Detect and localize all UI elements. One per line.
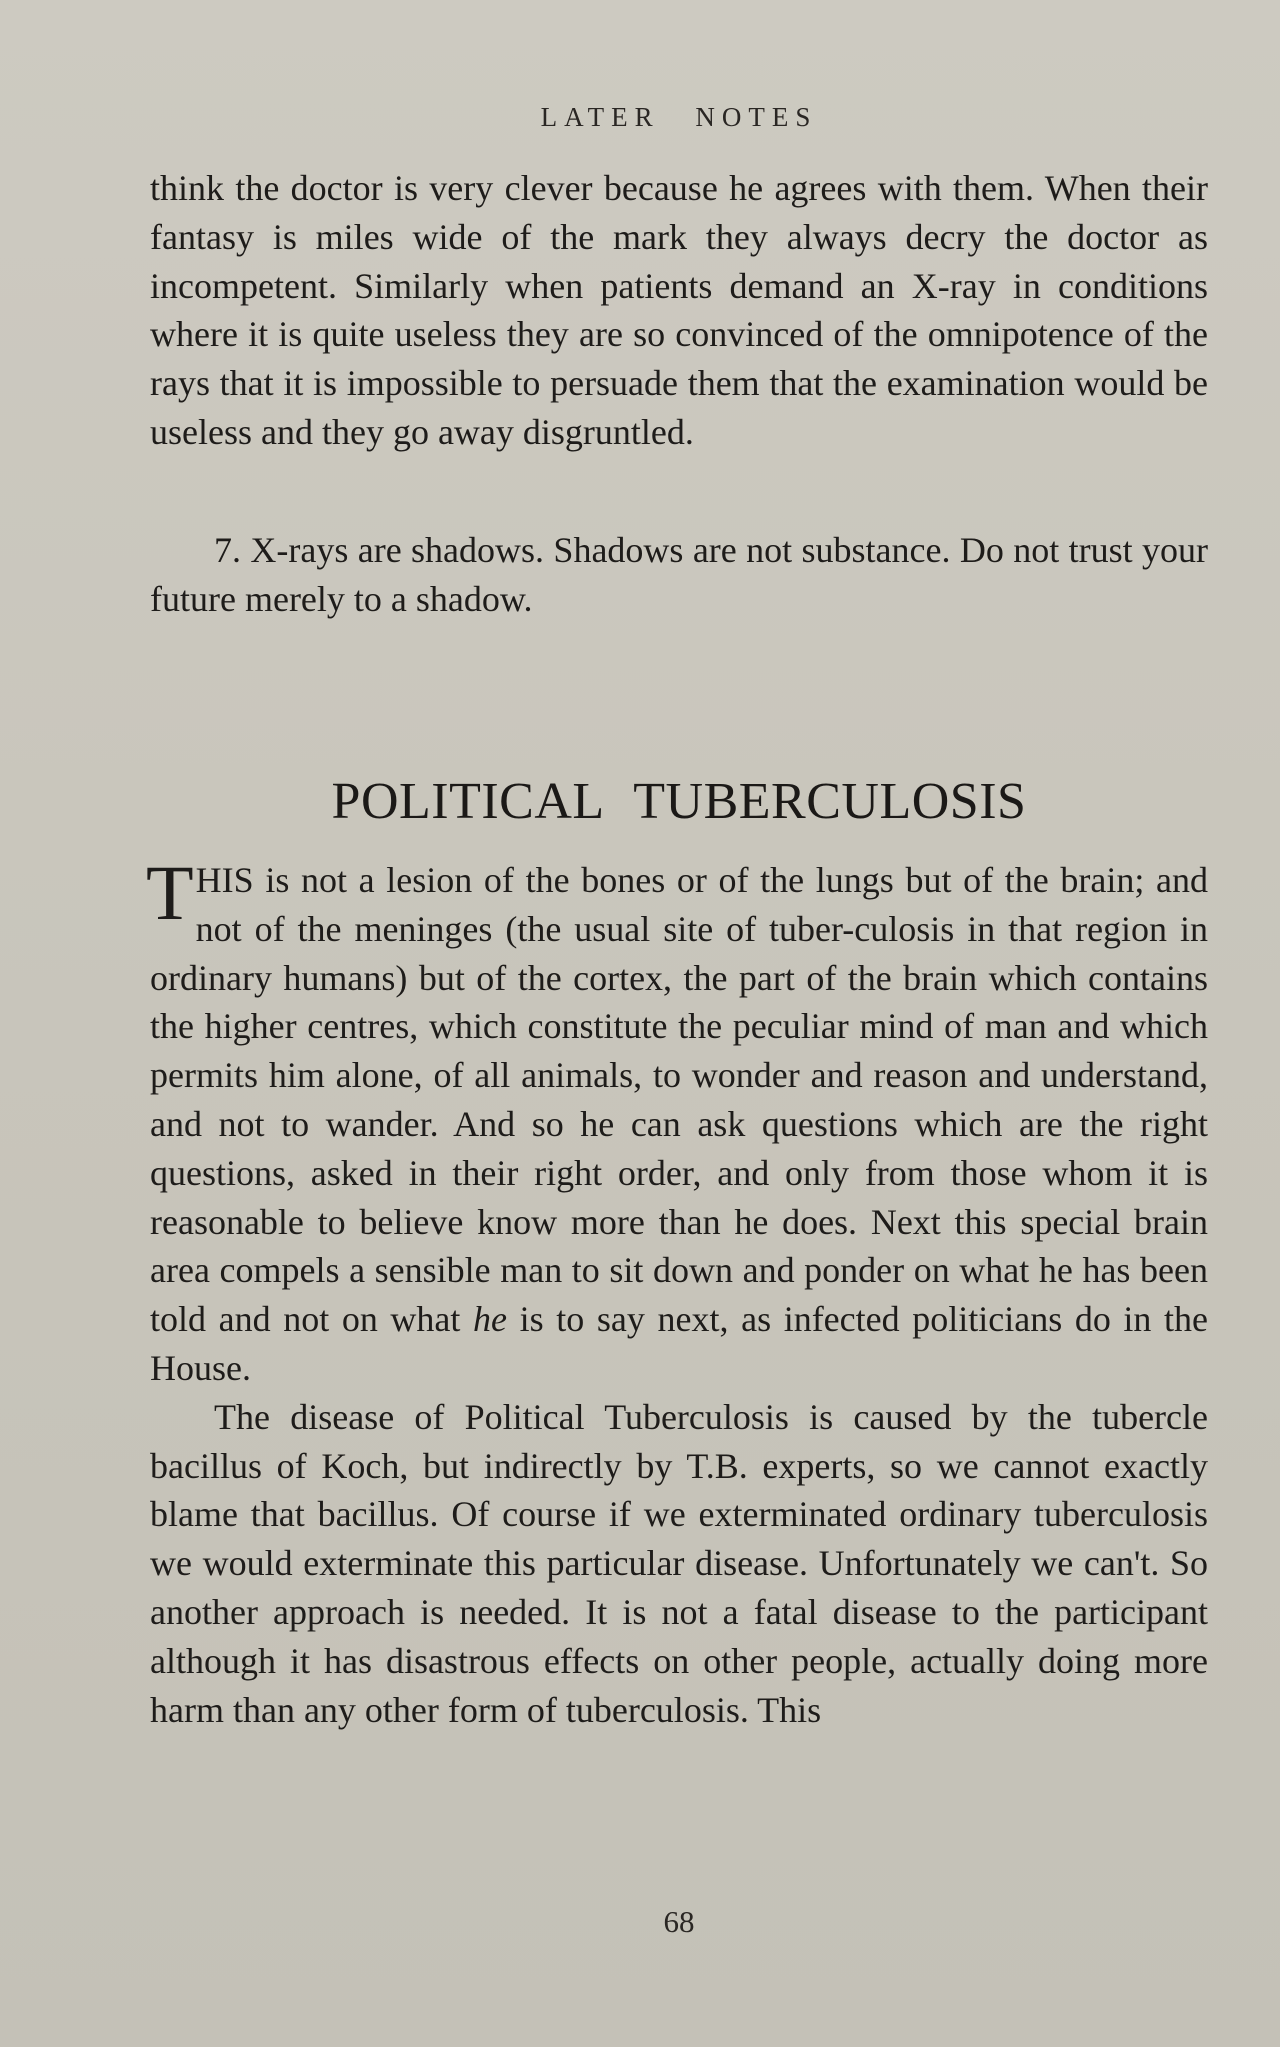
book-page xyxy=(146,0,1209,2047)
page-number: 68 xyxy=(663,1904,695,1939)
second-paragraph: The disease of Political Tuberculosis is caused by the tubercle bacillus of Koch, but indirectly by T.B. experts, so we cannot exactly blame that bacillus. Of course if we exterminated ordinary tuberculosis we would exterminate this particular disease. Unfortunately we can't. So another approach is needed. It is not a fatal disease to the participant although it has disastrous effects on other people, actually doing more harm than any other form of tuberculosis. This xyxy=(150,1396,1208,1730)
emphasis-word: he xyxy=(473,1299,508,1340)
continued-paragraph xyxy=(150,164,1208,457)
numbered-note-seven xyxy=(150,526,1208,624)
running-head: LATER NOTES xyxy=(540,102,818,132)
paragraph-text: 7. X-rays are shadows. Shadows are not substance. Do not trust your future merely to a shadow. xyxy=(150,530,1208,619)
paragraph-text: think the doctor is very clever because he agrees with them. When their fantasy is miles wide of the mark they always decry the doctor as incompetent. Similarly when patients demand an X-ray in conditions where it is quite useless they are so convinced of the omnipotence of the rays that it is impossible to persuade them that the examination would be useless and they go away disgruntled. xyxy=(150,168,1208,452)
opening-text: HIS is not a lesion of the bones or of the lungs but of the brain; and not of the meninges (the usual site of tuber-culosis in that region in ordinary humans) but of the cortex, the part of the brain which contains the higher centres, which constitute the peculiar mind of man and which permits him alone, of all animals, to wonder and reason and understand, and not to wander. And so he can ask questions which are the right questions, asked in their right order, and only from those whom it is reasonable to believe know more than he does. Next this special brain area compels a sensible man to sit down and ponder on what he has been told and not on what xyxy=(150,860,1208,1340)
opening-text-end: is to say next, as infected politicians do in the House. xyxy=(150,1299,1209,1388)
section-title: POLITICAL TUBERCULOSIS xyxy=(331,773,1027,830)
opening-paragraph xyxy=(146,849,1209,1393)
section-body xyxy=(146,849,1209,1734)
drop-cap: T xyxy=(146,849,194,936)
